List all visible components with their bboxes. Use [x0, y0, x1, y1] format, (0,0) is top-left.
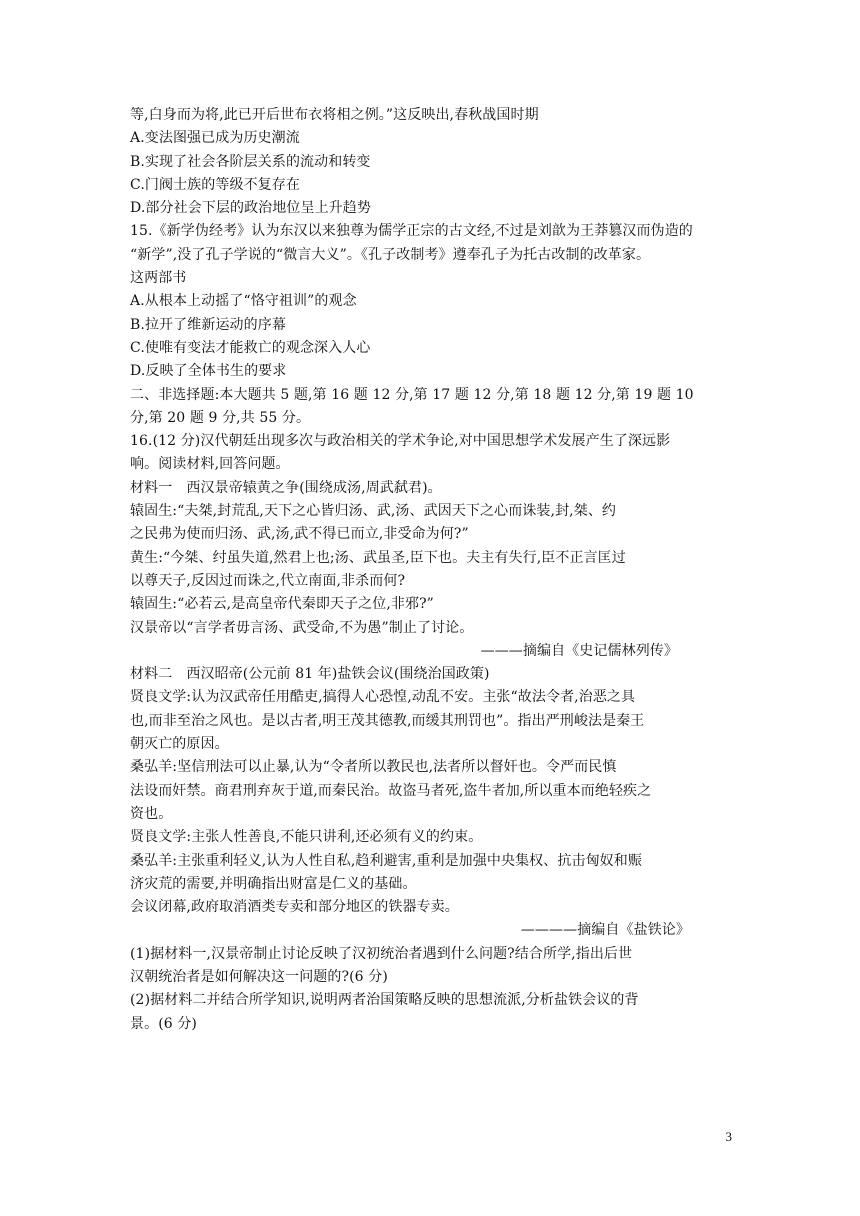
- material-1-text: 辕固生:“夫桀,封荒乱,天下之心皆归汤、武,汤、武因天下之心而诛装,封,桀、约: [130, 503, 617, 520]
- section-2-heading-line-2: 分,第 20 题 9 分,共 55 分。: [130, 409, 311, 426]
- question-14-text-end: 等,白身而为将,此已开后世布衣将相之例。”这反映出,春秋战国时期: [130, 107, 539, 123]
- material-2-title: 材料二 西汉昭帝(公元前 81 年)盐铁会议(围绕治国政策): [130, 666, 490, 683]
- material-2-text: 资也。: [130, 805, 173, 822]
- question-15-option-c: C.使唯有变法才能救亡的观念深入人心: [130, 339, 371, 356]
- material-2-text: 桑弘羊:主张重利轻义,认为人性自私,趋利避害,重利是加强中央集权、抗击匈奴和赈: [130, 852, 642, 869]
- section-2-heading-line-1: 二、非选择题:本大题共 5 题,第 16 题 12 分,第 17 题 12 分,第 18 题 12 分,第 19 题 10: [130, 386, 694, 403]
- question-16-stem-line-1: 16.(12 分)汉代朝廷出现多次与政治相关的学术争论,对中国思想学术发展产生了深远影: [130, 433, 671, 450]
- material-1-source: ———摘编自《史记儒林列传》: [480, 642, 678, 659]
- material-1-text: 之民弗为使而归汤、武,汤,武不得已而立,非受命为何?”: [130, 526, 469, 543]
- question-16-stem-line-2: 响。阅读材料,回答问题。: [130, 456, 290, 473]
- page-content: [130, 104, 750, 1036]
- material-1-text: 汉景帝以“言学者毋言汤、武受命,不为愚”制止了讨论。: [130, 619, 474, 636]
- material-1-text: 黄生:“今桀、纣虽失道,然君上也;汤、武虽圣,臣下也。夫主有失行,臣不正言匡过: [130, 549, 626, 566]
- question-14-option-c: C.门阀士族的等级不复存在: [130, 176, 300, 193]
- material-2-text: 会议闭幕,政府取消酒类专卖和部分地区的铁器专卖。: [130, 899, 459, 916]
- material-2-text: 济灾荒的需要,并明确指出财富是仁义的基础。: [130, 875, 417, 892]
- question-15-stem-line-3: 这两部书: [130, 270, 187, 287]
- question-16-part-2: 景。(6 分): [130, 1015, 197, 1032]
- material-1-title: 材料一 西汉景帝辕黄之争(围绕成汤,周武弑君)。: [130, 479, 442, 496]
- question-15-option-d: D.反映了全体书生的要求: [130, 363, 287, 380]
- material-1-text: 辕固生:“必若云,是高皇帝代秦即天子之位,非邪?”: [130, 596, 434, 613]
- material-2-text: 也,而非至治之风也。是以古者,明王茂其德教,而缓其刑罚也”。指出严刑峻法是秦王: [130, 712, 645, 729]
- material-2-text: 朝灭亡的原因。: [130, 736, 229, 753]
- question-15-option-a: A.从根本上动摇了“恪守祖训”的观念: [130, 293, 357, 310]
- question-15-stem-line-1: 15.《新学伪经考》认为东汉以来独尊为儒学正宗的古文经,不过是刘歆为王莽篡汉而伪造的: [130, 223, 693, 240]
- material-2-text: 贤良文学:主张人性善良,不能只讲利,还必须有义的约束。: [130, 829, 483, 846]
- page-number: 3: [725, 1129, 732, 1144]
- question-15-stem-line-2: “新学”,没了孔子学说的“微言大义”。《孔子改制考》遵奉孔子为托古改制的改革家。: [130, 246, 651, 263]
- question-14-option-b: B.实现了社会各阶层关系的流动和转变: [130, 153, 371, 170]
- material-2-text: 法设而奸禁。商君刑弃灰于道,而秦民治。故盗马者死,盗牛者加,所以重本而绝轻疾之: [130, 782, 652, 799]
- question-16-part-2: (2)据材料二并结合所学知识,说明两者治国策略反映的思想流派,分析盐铁会议的背: [130, 992, 639, 1009]
- question-14-option-a: A.变法图强已成为历史潮流: [130, 130, 300, 147]
- question-16-part-1: 汉朝统治者是如何解决这一问题的?(6 分): [130, 968, 388, 985]
- material-2-source: ————摘编自《盐铁论》: [520, 922, 690, 939]
- material-2-text: 贤良文学:认为汉武帝任用酷吏,搞得人心恐惶,动乱不安。主张“故法令者,治恶之具: [130, 689, 636, 706]
- question-16-part-1: (1)据材料一,汉景帝制止讨论反映了汉初统治者遇到什么问题?结合所学,指出后世: [130, 945, 633, 962]
- question-15-option-b: B.拉开了维新运动的序幕: [130, 316, 286, 333]
- question-14-option-d: D.部分社会下层的政治地位呈上升趋势: [130, 200, 371, 217]
- material-1-text: 以尊天子,反因过而诛之,代立南面,非杀而何?: [130, 572, 406, 589]
- material-2-text: 桑弘羊:坚信刑法可以止暴,认为“令者所以教民也,法者所以督奸也。令严而民慎: [130, 759, 617, 776]
